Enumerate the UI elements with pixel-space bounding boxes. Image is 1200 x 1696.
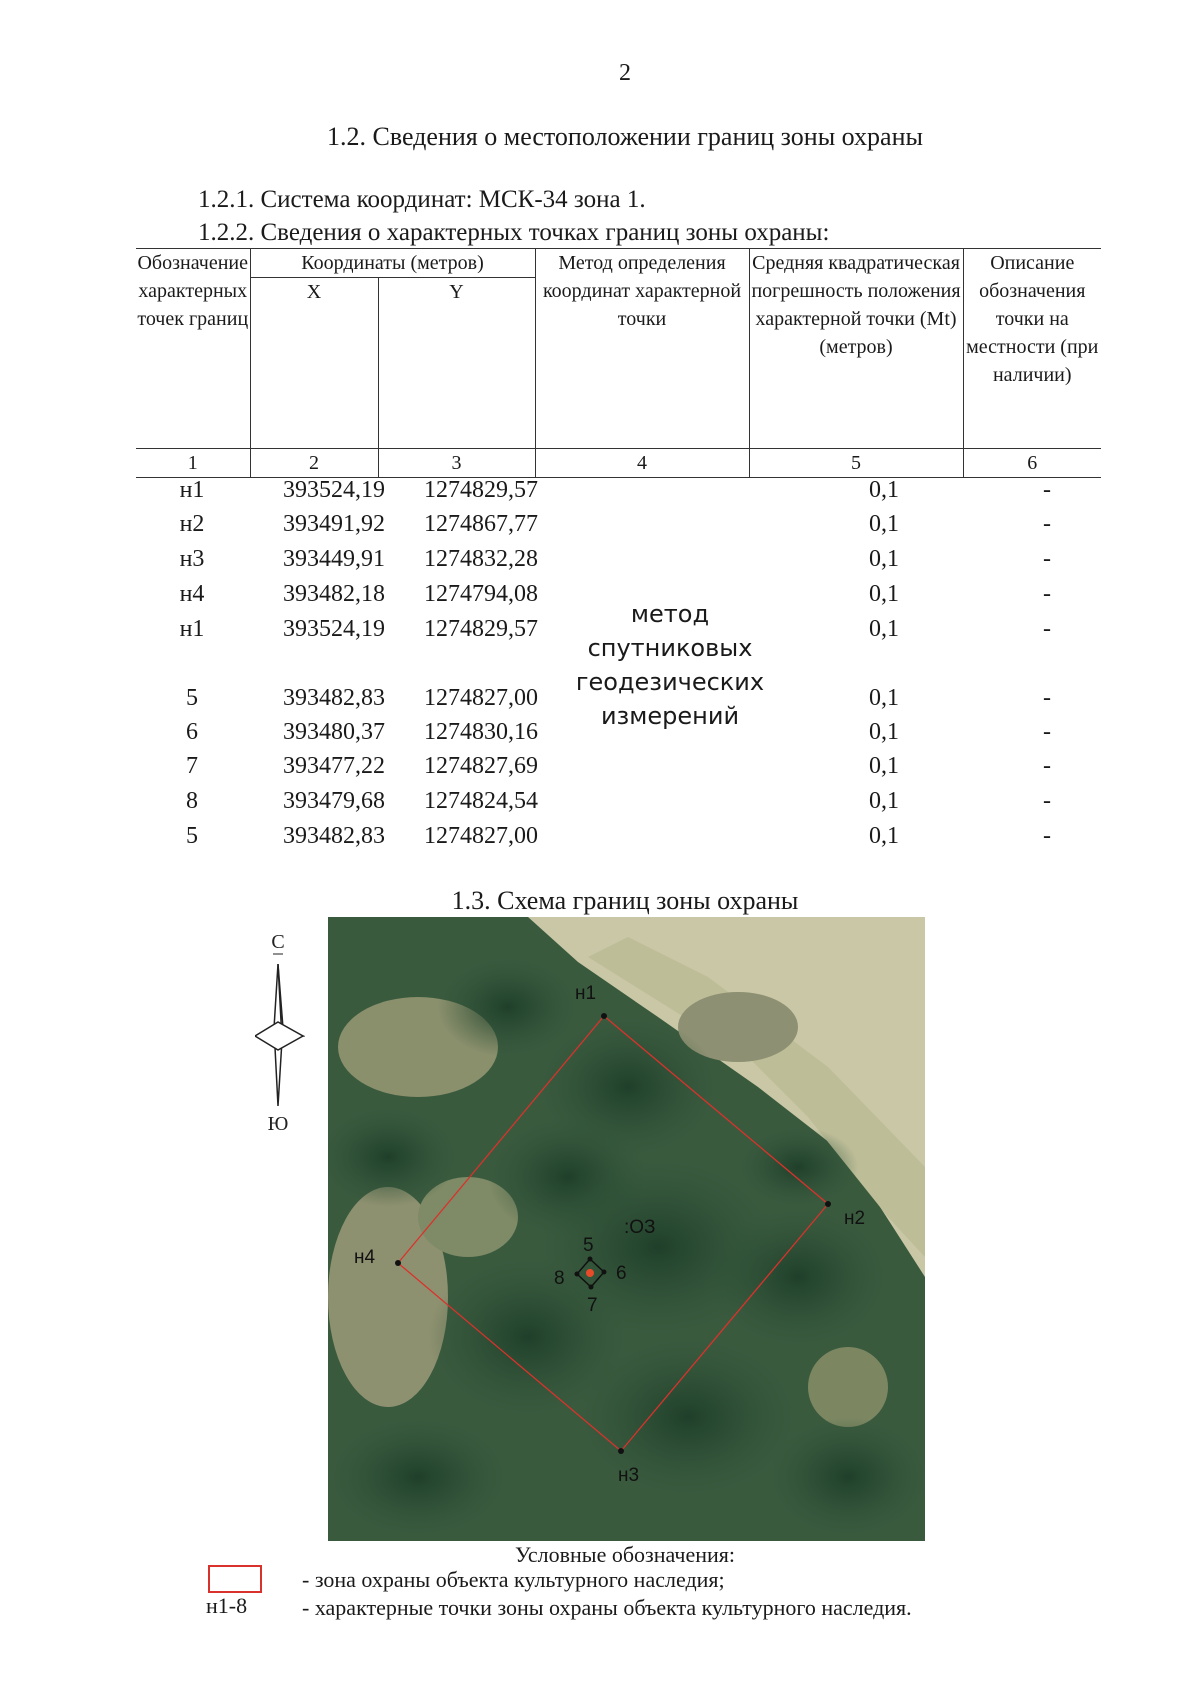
point-name: 8 <box>186 788 198 814</box>
point-name: н1 <box>179 616 205 642</box>
point-name: 5 <box>186 823 198 849</box>
col-number: 5 <box>749 449 963 478</box>
compass-rose <box>255 930 305 1130</box>
point-desc: - <box>1043 753 1051 779</box>
point-mt: 0,1 <box>869 511 899 537</box>
header-method: Метод определения координат характерной точки <box>535 249 749 449</box>
point-y: 1274867,77 <box>424 511 538 537</box>
point-y: 1274832,28 <box>424 546 538 572</box>
legend-zone-text: - зона охраны объекта культурного наследия; <box>302 1567 725 1592</box>
point-desc: - <box>1043 823 1051 849</box>
col-number: 3 <box>378 449 535 478</box>
point-desc: - <box>1043 685 1051 711</box>
col-number: 1 <box>136 449 250 478</box>
point-mt: 0,1 <box>869 616 899 642</box>
point-x: 393480,37 <box>283 719 385 745</box>
point-n4 <box>395 1260 401 1266</box>
point-name: 5 <box>186 685 198 711</box>
col-number: 2 <box>250 449 378 478</box>
point-y: 1274829,57 <box>424 616 538 642</box>
point-x: 393482,83 <box>283 823 385 849</box>
col-number: 4 <box>535 449 749 478</box>
legend-title: Условные обозначения: <box>514 1542 736 1567</box>
subsection-heading-1-2-1: 1.2.1. Система координат: МСК-34 зона 1. <box>198 186 646 213</box>
point-desc: - <box>1043 616 1051 642</box>
coordinates-table-header <box>136 248 1101 478</box>
section-heading-1-2: 1.2. Сведения о местоположении границ зоны охраны <box>327 122 923 151</box>
point-x: 393482,83 <box>283 685 385 711</box>
point-mt: 0,1 <box>869 719 899 745</box>
method-cell: метод спутниковых геодезических измерений <box>575 600 765 730</box>
zone-label: :ОЗ <box>624 1217 656 1238</box>
point-y: 1274827,00 <box>424 685 538 711</box>
point-mt: 0,1 <box>869 546 899 572</box>
header-y: Y <box>378 278 535 449</box>
point-y: 1274829,57 <box>424 477 538 503</box>
point-x: 393482,18 <box>283 581 385 607</box>
point-desc: - <box>1043 719 1051 745</box>
point-n2 <box>825 1201 831 1207</box>
header-coordinates: Координаты (метров) <box>250 249 535 278</box>
section-heading-1-3: 1.3. Схема границ зоны охраны <box>451 886 799 915</box>
header-mt: Средняя квадратическая погрешность положения характерной точки (Mt) (метров) <box>749 249 963 449</box>
header-x: X <box>250 278 378 449</box>
point-desc: - <box>1043 511 1051 537</box>
header-description: Описание обозначения точки на местности (при наличии) <box>963 249 1101 449</box>
header-point-designation: Обозначение характерных точек границ <box>136 249 250 449</box>
point-y: 1274827,69 <box>424 753 538 779</box>
point-desc: - <box>1043 581 1051 607</box>
legend-points-text: - характерные точки зоны охраны объекта культурного наследия. <box>302 1595 912 1620</box>
point-n1 <box>601 1013 607 1019</box>
label-n3: н3 <box>618 1465 640 1486</box>
point-x: 393449,91 <box>283 546 385 572</box>
point-desc: - <box>1043 788 1051 814</box>
legend-zone-symbol <box>208 1565 262 1593</box>
point-x: 393477,22 <box>283 753 385 779</box>
point-mt: 0,1 <box>869 685 899 711</box>
compass-north-label: С <box>271 931 285 953</box>
label-8: 8 <box>554 1268 565 1289</box>
point-desc: - <box>1043 546 1051 572</box>
zone-scheme-map <box>328 917 925 1541</box>
label-n4: н4 <box>354 1247 376 1268</box>
point-n3 <box>618 1448 624 1454</box>
point-6 <box>602 1270 607 1275</box>
legend-points-symbol: н1-8 <box>206 1593 248 1618</box>
point-name: н4 <box>179 581 205 607</box>
object-marker <box>586 1269 594 1277</box>
point-name: н2 <box>179 511 205 537</box>
point-name: 7 <box>186 753 198 779</box>
point-x: 393524,19 <box>283 477 385 503</box>
point-name: н3 <box>179 546 205 572</box>
point-8 <box>575 1272 580 1277</box>
point-name: 6 <box>186 719 198 745</box>
label-5: 5 <box>583 1235 594 1256</box>
point-y: 1274824,54 <box>424 788 538 814</box>
point-y: 1274830,16 <box>424 719 538 745</box>
point-mt: 0,1 <box>869 477 899 503</box>
label-7: 7 <box>587 1295 598 1316</box>
point-mt: 0,1 <box>869 788 899 814</box>
col-number: 6 <box>963 449 1101 478</box>
point-x: 393479,68 <box>283 788 385 814</box>
point-y: 1274827,00 <box>424 823 538 849</box>
point-mt: 0,1 <box>869 823 899 849</box>
compass-south-label: Ю <box>267 1113 289 1130</box>
label-n2: н2 <box>844 1208 866 1229</box>
point-desc: - <box>1043 477 1051 503</box>
point-mt: 0,1 <box>869 753 899 779</box>
point-mt: 0,1 <box>869 581 899 607</box>
label-n1: н1 <box>575 983 597 1004</box>
compass-diamond-icon <box>255 1022 303 1050</box>
point-name: н1 <box>179 477 205 503</box>
point-y: 1274794,08 <box>424 581 538 607</box>
label-6: 6 <box>616 1263 627 1284</box>
subsection-heading-1-2-2: 1.2.2. Сведения о характерных точках границ зоны охраны: <box>198 219 830 246</box>
page-number: 2 <box>619 60 631 86</box>
point-x: 393491,92 <box>283 511 385 537</box>
point-5 <box>588 1257 593 1262</box>
point-7 <box>589 1285 594 1290</box>
point-x: 393524,19 <box>283 616 385 642</box>
